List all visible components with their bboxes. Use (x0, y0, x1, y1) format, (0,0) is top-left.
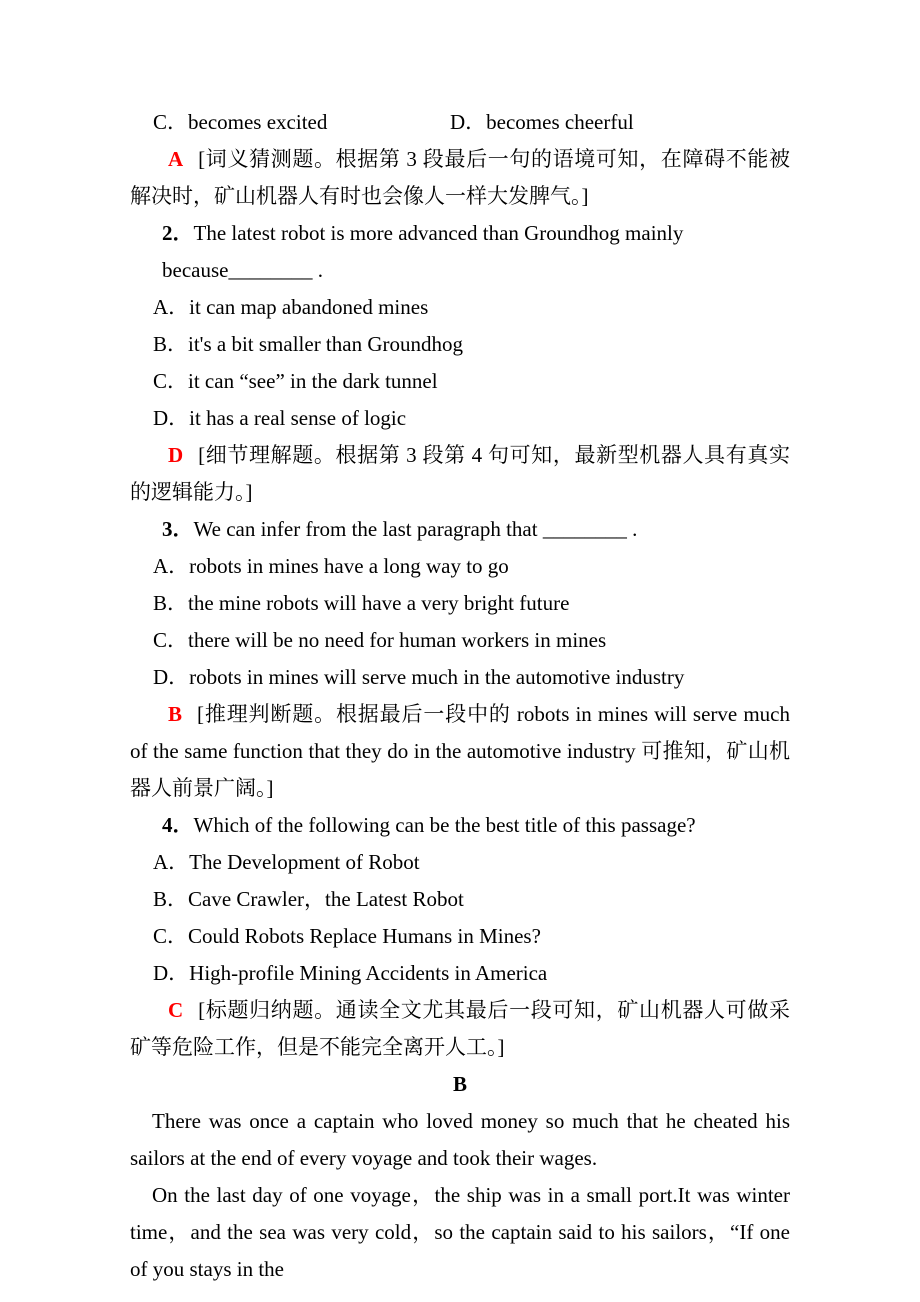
answer-letter-2: D (168, 443, 184, 467)
option-d-line: D．becomes cheerful (450, 110, 634, 134)
question-2 (130, 215, 790, 289)
answer-letter-1: A (168, 147, 184, 171)
answer-letter-3: B (168, 702, 183, 726)
question-4-number: 4． (162, 813, 194, 837)
answer-explanation-4 (130, 992, 790, 1066)
question-2-stem: The latest robot is more advanced than Groundhog mainly because________ . (162, 221, 684, 282)
question-2-option-c: C．it can “see” in the dark tunnel (153, 369, 438, 393)
question-4-option-d: D．High-profile Mining Accidents in America (153, 961, 548, 985)
question-4-option-a: A．The Development of Robot (153, 850, 420, 874)
answer-explanation-2 (130, 437, 790, 511)
question-2-number: 2． (162, 221, 194, 245)
answer-letter-4: C (168, 998, 184, 1022)
answer-explanation-1 (130, 141, 790, 215)
question-3 (130, 511, 790, 548)
question-2-option-b: B．it's a bit smaller than Groundhog (153, 332, 463, 356)
question-2-option-a: A．it can map abandoned mines (153, 295, 429, 319)
answer-explanation-3 (130, 696, 790, 807)
question-3-number: 3． (162, 517, 194, 541)
answer-explanation-2-text: [细节理解题。根据第 3 段第 4 句可知，最新型机器人具有真实的逻辑能力。] (130, 443, 790, 504)
question-2-option-d: D．it has a real sense of logic (153, 406, 407, 430)
option-c-line: C．becomes excited (153, 110, 328, 134)
question-4-option-b: B．Cave Crawler，the Latest Robot (153, 887, 464, 911)
carryover-options-row (130, 104, 790, 141)
question-3-option-a: A．robots in mines have a long way to go (153, 554, 509, 578)
passage-paragraph-2: On the last day of one voyage，the ship was in a small port.It was winter time，and the sea was very cold，so the captain said to his sailors，“If one of you stays in the (130, 1183, 790, 1281)
question-3-option-c: C．there will be no need for human workers in mines (153, 628, 607, 652)
question-4 (130, 807, 790, 844)
question-3-option-b: B．the mine robots will have a very bright future (153, 591, 570, 615)
question-3-stem: We can infer from the last paragraph that ________ . (193, 517, 638, 541)
answer-explanation-3-text: [推理判断题。根据最后一段中的 robots in mines will serve much of the same function that they do in the automotive industry 可推知，矿山机器人前景广阔。] (130, 702, 790, 800)
passage-paragraph-1: There was once a captain who loved money so much that he cheated his sailors at the end of every voyage and took their wages. (130, 1109, 790, 1170)
answer-explanation-4-text: [标题归纳题。通读全文尤其最后一段可知，矿山机器人可做采矿等危险工作，但是不能完全离开人工。] (130, 998, 790, 1059)
question-4-stem: Which of the following can be the best title of this passage? (193, 813, 696, 837)
question-3-option-d: D．robots in mines will serve much in the automotive industry (153, 665, 685, 689)
question-4-option-c: C．Could Robots Replace Humans in Mines? (153, 924, 541, 948)
answer-explanation-1-text: [词义猜测题。根据第 3 段最后一句的语境可知，在障碍不能被解决时，矿山机器人有时也会像人一样大发脾气。] (130, 147, 790, 208)
section-b-header: B (452, 1072, 467, 1096)
